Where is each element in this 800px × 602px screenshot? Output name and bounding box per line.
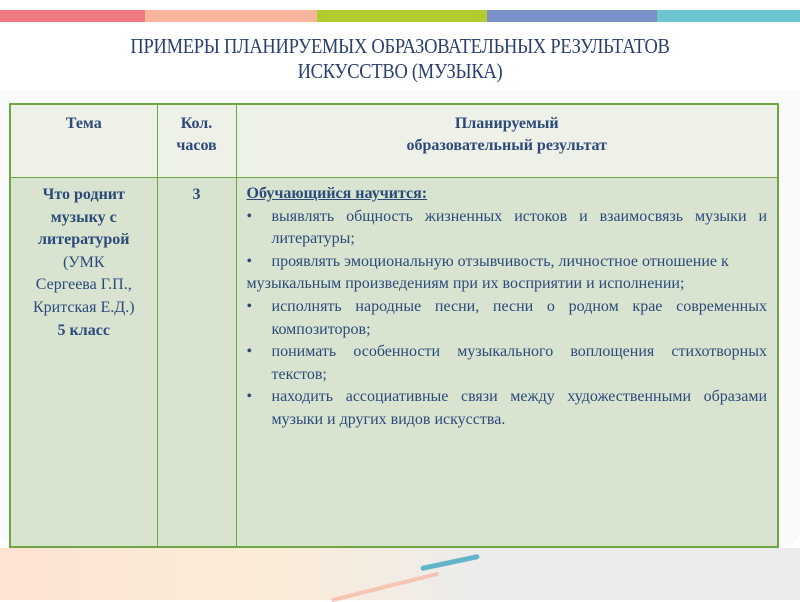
header-result-line2: образовательный результат [406,137,607,154]
list-item-text: находить ассоциативные связи между художественными образами музыки и других видов искусства. [271,388,767,428]
stripe-peach [145,10,317,22]
title-line-2: ИСКУССТВО (МУЗЫКА) [297,59,503,83]
list-item-text: понимать особенности музыкального воплощения стихотворных текстов; [271,343,767,383]
header-result [236,104,778,178]
results-table [9,103,779,548]
result-list [247,296,768,432]
list-item [247,386,768,431]
result-list [247,206,768,274]
background-bottom-band [0,548,800,600]
bullet-icon: • [246,388,253,406]
topic-line: музыку с [50,208,117,226]
list-item-text: выявлять общность жизненных истоков и взаимосвязь музыки и литературы; [271,207,767,248]
topic-line: литературой [38,231,130,249]
bullet-icon: • [246,207,253,225]
list-item-text: проявлять эмоциональную отзывчивость, личностное отношение к [271,252,729,270]
cell-topic [10,178,157,548]
slide-title [0,34,800,84]
textbook-line: Критская Е.Д.) [32,298,135,316]
header-hours-line2: часов [176,137,217,154]
topic-line: Что роднит [42,186,125,203]
cell-hours [157,178,236,548]
hours-value: 3 [192,186,201,203]
stripe-periwinkle [487,10,657,22]
bullet-icon: • [246,343,253,361]
list-continuation: музыкальным произведениям при их восприятии и исполнении; [246,275,685,293]
bullet-icon: • [246,297,253,315]
table-header-row [10,104,778,178]
textbook-line: (УМК [62,253,105,271]
color-stripe-bar [0,10,800,22]
list-item-text: исполнять народные песни, песни о родном крае современных композиторов; [271,297,767,338]
textbook-line: Сергеева Г.П., [35,276,132,294]
list-item [247,206,768,251]
header-hours-line1: Кол. [180,115,213,132]
grade-label: 5 класс [57,321,110,339]
stripe-aqua [657,10,800,22]
header-topic-label: Тема [65,115,102,132]
header-result-line1: Планируемый [454,115,559,132]
header-hours [157,104,236,178]
list-item [247,296,768,341]
cell-result [236,178,778,548]
result-lead: Обучающийся научится: [246,185,428,202]
list-item [247,251,768,274]
bullet-icon: • [246,252,253,270]
stripe-coral [0,10,145,22]
list-item [247,341,768,386]
table-row [10,178,778,548]
header-topic [10,104,157,178]
stripe-lime [317,10,487,22]
title-line-1: ПРИМЕРЫ ПЛАНИРУЕМЫХ ОБРАЗОВАТЕЛЬНЫХ РЕЗУЛЬТАТОВ [130,34,670,58]
